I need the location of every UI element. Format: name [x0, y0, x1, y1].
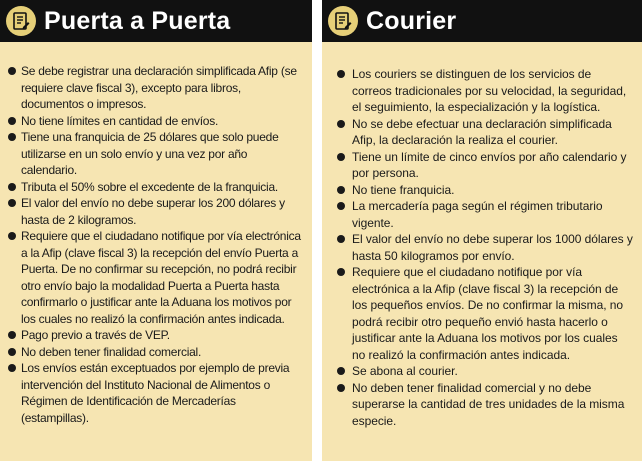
list-item: Los couriers se distinguen de los servicios de correos tradicionales por su velocidad, la seguridad, el seguimiento, la especialización y la logística. — [337, 66, 634, 116]
list-item: Requiere que el ciudadano notifique por vía electrónica a la Afip (clave fiscal 3) la recepción del envío Puerta a Puerta. De no confirmar su recepción, no podrá recibir otro envío bajo la modalidad Puerta a Puerta hasta confirmarlo o justificar ante la Aduana los motivos por los cuales no realizó la confirmación antes indicada. — [8, 228, 302, 327]
bullet-icon — [337, 186, 345, 194]
panel-header — [0, 0, 312, 42]
bullet-icon — [8, 117, 16, 125]
list-item: El valor del envío no debe superar los 1000 dólares y hasta 50 kilogramos por envío. — [337, 231, 634, 264]
list-item: No deben tener finalidad comercial y no debe superarse la cantidad de tres unidades de la misma especie. — [337, 380, 634, 430]
panel-header — [322, 0, 642, 42]
bullet-icon — [8, 364, 16, 372]
courier-panel — [322, 0, 642, 461]
bullet-icon — [337, 120, 345, 128]
requirements-list — [322, 66, 642, 429]
bullet-icon — [337, 367, 345, 375]
list-item: No se debe efectuar una declaración simplificada Afip, la declaración la realiza el courier. — [337, 116, 634, 149]
bullet-icon — [337, 268, 345, 276]
panel-title: Courier — [366, 6, 457, 35]
bullet-icon — [8, 199, 16, 207]
document-icon — [6, 6, 36, 36]
requirements-list — [0, 63, 312, 426]
list-item: Se debe registrar una declaración simplificada Afip (se requiere clave fiscal 3), excepto para libros, documentos o impresos. — [8, 63, 302, 113]
puerta-a-puerta-panel — [0, 0, 312, 461]
list-item: Se abona al courier. — [337, 363, 634, 380]
bullet-icon — [337, 202, 345, 210]
bullet-icon — [337, 153, 345, 161]
bullet-icon — [8, 183, 16, 191]
list-item: El valor del envío no debe superar los 200 dólares y hasta de 2 kilogramos. — [8, 195, 302, 228]
list-item: Tiene una franquicia de 25 dólares que solo puede utilizarse en un solo envío y una vez por año calendario. — [8, 129, 302, 179]
list-item: Los envíos están exceptuados por ejemplo de previa intervención del Instituto Nacional de Alimentos o Régimen de Identificación de Mercaderías (estampillas). — [8, 360, 302, 426]
bullet-icon — [337, 235, 345, 243]
list-item: No tiene límites en cantidad de envíos. — [8, 113, 302, 130]
list-item: No tiene franquicia. — [337, 182, 634, 199]
list-item: Tributa el 50% sobre el excedente de la franquicia. — [8, 179, 302, 196]
bullet-icon — [8, 331, 16, 339]
list-item: No deben tener finalidad comercial. — [8, 344, 302, 361]
bullet-icon — [8, 348, 16, 356]
list-item: La mercadería paga según el régimen tributario vigente. — [337, 198, 634, 231]
document-icon — [328, 6, 358, 36]
bullet-icon — [8, 133, 16, 141]
list-item: Pago previo a través de VEP. — [8, 327, 302, 344]
panel-title: Puerta a Puerta — [44, 6, 231, 35]
bullet-icon — [337, 70, 345, 78]
list-item: Requiere que el ciudadano notifique por vía electrónica a la Afip (clave fiscal 3) la recepción de los pequeños envíos. De no confirmar la misma, no podrá recibir otro pequeño envió hasta hacerlo o justificar ante la Aduana los motivos por los cuales no realizó la confirmación antes indicada. — [337, 264, 634, 363]
bullet-icon — [8, 67, 16, 75]
bullet-icon — [8, 232, 16, 240]
list-item: Tiene un límite de cinco envíos por año calendario y por persona. — [337, 149, 634, 182]
bullet-icon — [337, 384, 345, 392]
